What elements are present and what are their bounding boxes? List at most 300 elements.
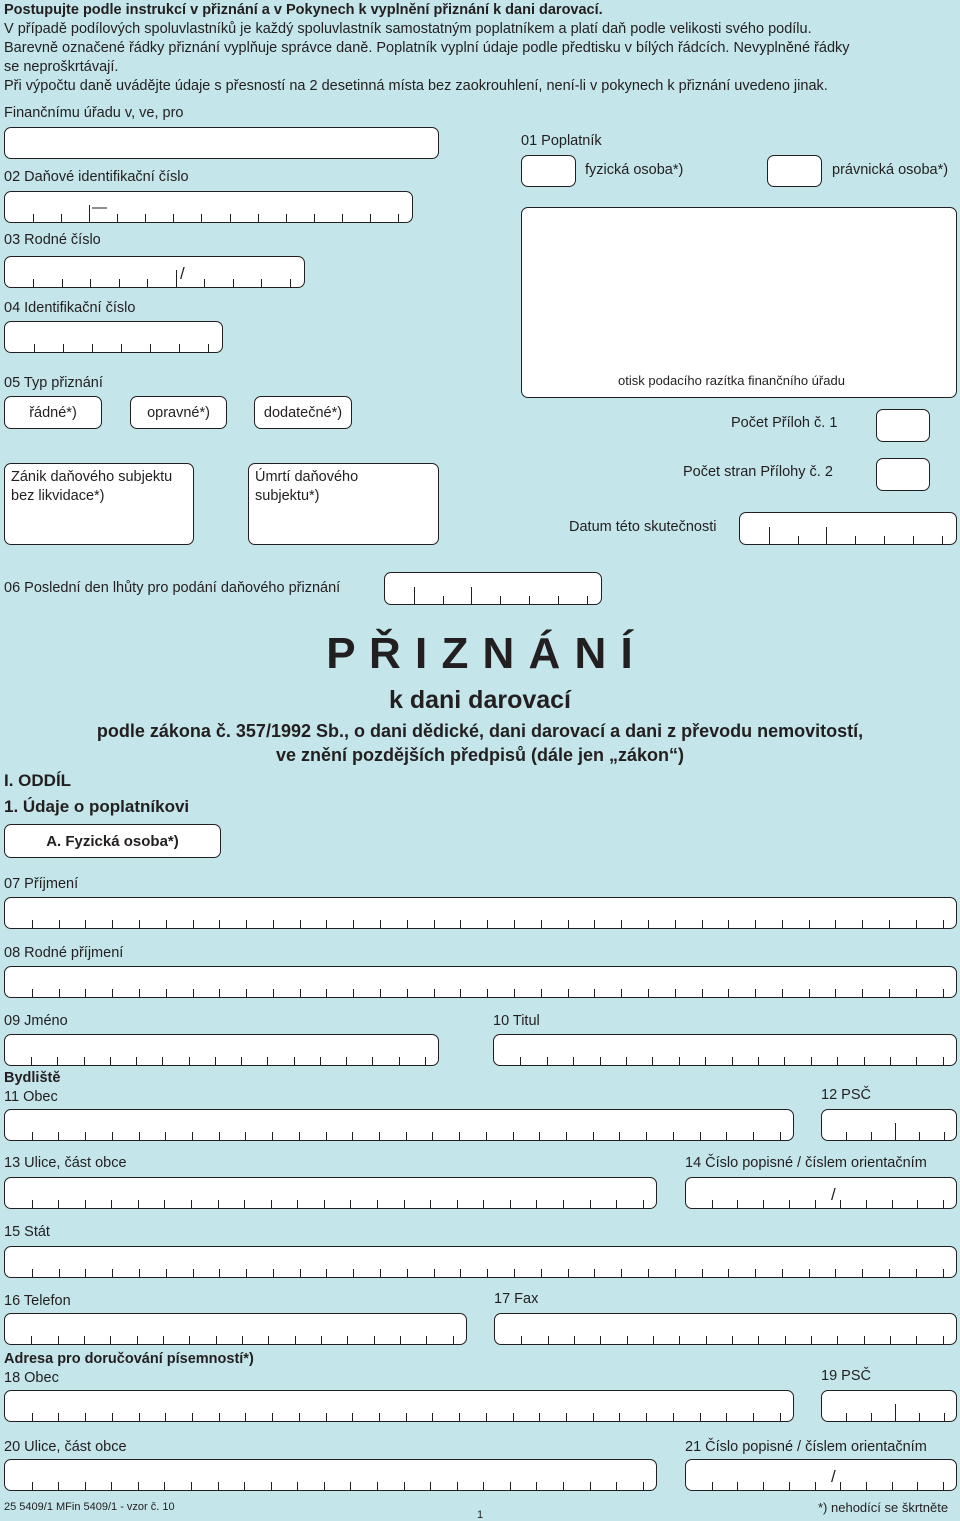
cell-divider	[487, 920, 488, 928]
birth-surname-field[interactable]	[4, 966, 957, 998]
cell-divider	[380, 1269, 381, 1277]
cell-divider	[486, 1413, 487, 1421]
cell-divider	[59, 1269, 60, 1277]
cell-divider	[326, 1413, 327, 1421]
cell-divider	[621, 920, 622, 928]
supplementary-filing-option[interactable]	[254, 396, 352, 429]
attachments-1-label: Počet Příloh č. 1	[731, 415, 838, 431]
cell-divider	[487, 1269, 488, 1277]
cell-divider	[138, 1482, 139, 1490]
cell-divider	[855, 536, 856, 544]
cell-divider	[244, 1482, 245, 1490]
cell-divider	[233, 279, 234, 287]
cell-divider	[191, 1200, 192, 1208]
dissolution-box[interactable]	[4, 463, 194, 545]
country-field[interactable]	[4, 1246, 957, 1278]
cell-divider	[434, 920, 435, 928]
cell-divider	[85, 989, 86, 997]
cell-divider	[112, 1132, 113, 1140]
cell-divider	[835, 989, 836, 997]
dissolution-line-2: bez likvidace*)	[11, 488, 105, 504]
cell-divider	[706, 1336, 707, 1344]
cell-divider	[916, 1269, 917, 1277]
cell-divider	[889, 1269, 890, 1277]
cell-divider	[320, 1057, 321, 1065]
cell-divider	[916, 920, 917, 928]
taxpayer-data-heading: 1. Údaje o poplatníkovi	[4, 797, 190, 816]
cell-divider	[246, 989, 247, 997]
cell-divider	[406, 1413, 407, 1421]
cell-divider	[459, 1413, 460, 1421]
cell-divider	[407, 920, 408, 928]
street-field[interactable]	[4, 1177, 657, 1209]
cell-divider	[193, 920, 194, 928]
birth-number-label: 03 Rodné číslo	[4, 232, 101, 248]
cell-divider	[514, 920, 515, 928]
cell-divider	[346, 1057, 347, 1065]
event-date-label: Datum této skutečnosti	[569, 519, 717, 535]
cell-divider	[944, 1413, 945, 1421]
form-code: 25 5409/1 MFin 5409/1 - vzor č. 10	[4, 1501, 175, 1513]
cell-divider	[166, 989, 167, 997]
instruction-line-5: Při výpočtu daně uvádějte údaje s přesností na 2 desetinná místa bez zaokrouhlení, není-li v pokynech k přiznání uvedeno jinak.	[4, 78, 828, 94]
cell-divider	[737, 1482, 738, 1490]
cell-divider	[547, 1057, 548, 1065]
cell-divider	[399, 1057, 400, 1065]
cell-divider	[913, 536, 914, 544]
cell-divider	[652, 1057, 653, 1065]
country-label: 15 Stát	[4, 1224, 50, 1240]
cell-divider	[297, 1482, 298, 1490]
residence-heading: Bydliště	[4, 1070, 61, 1086]
cell-divider	[219, 989, 220, 997]
cell-divider	[566, 1413, 567, 1421]
cell-divider	[514, 989, 515, 997]
cell-divider	[272, 1132, 273, 1140]
corrective-filing-option[interactable]	[130, 396, 227, 429]
dic-dash: —	[92, 199, 107, 216]
cell-divider	[536, 1482, 537, 1490]
cell-divider	[33, 214, 34, 222]
municipality-label: 11 Obec	[4, 1089, 58, 1105]
cell-divider	[192, 1132, 193, 1140]
attachments-2-label: Počet stran Přílohy č. 2	[683, 464, 833, 480]
deadline-label: 06 Poslední den lhůty pro podání daňového přiznání	[4, 580, 341, 596]
cell-divider	[457, 1482, 458, 1490]
cell-divider	[943, 1269, 944, 1277]
cell-divider	[916, 1336, 917, 1344]
cell-divider	[145, 214, 146, 222]
cell-divider	[84, 1057, 85, 1065]
cell-divider	[558, 596, 559, 604]
cell-divider	[679, 1336, 680, 1344]
cell-divider	[782, 920, 783, 928]
cell-divider	[112, 989, 113, 997]
dic-label: 02 Daňové identifikační číslo	[4, 169, 189, 185]
regular-filing-label: řádné*)	[29, 404, 77, 421]
cell-divider	[218, 1200, 219, 1208]
cell-divider	[179, 344, 180, 352]
cell-divider	[166, 1269, 167, 1277]
cell-divider	[85, 1413, 86, 1421]
cell-divider	[840, 1200, 841, 1208]
cell-divider	[798, 536, 799, 544]
death-line-1: Úmrtí daňového	[255, 469, 359, 485]
cell-divider	[755, 1269, 756, 1277]
first-name-label: 09 Jméno	[4, 1013, 68, 1029]
cell-divider	[271, 1200, 272, 1208]
cell-divider	[58, 1413, 59, 1421]
cell-divider	[782, 989, 783, 997]
cell-divider	[245, 1132, 246, 1140]
cell-divider	[809, 1269, 810, 1277]
cell-divider	[89, 205, 90, 222]
birth-number-slash: /	[180, 264, 185, 283]
delivery-municipality-field[interactable]	[4, 1390, 794, 1422]
cell-divider	[342, 214, 343, 222]
cell-divider	[884, 536, 885, 544]
cell-divider	[753, 1132, 754, 1140]
cell-divider	[702, 989, 703, 997]
cell-divider	[137, 1336, 138, 1344]
cell-divider	[404, 1200, 405, 1208]
surname-label: 07 Příjmení	[4, 876, 79, 892]
cell-divider	[326, 1132, 327, 1140]
cell-divider	[889, 920, 890, 928]
cell-divider	[33, 279, 34, 287]
cell-divider	[31, 1336, 32, 1344]
cell-divider	[353, 1269, 354, 1277]
cell-divider	[347, 1336, 348, 1344]
cell-divider	[407, 989, 408, 997]
cell-divider	[700, 1413, 701, 1421]
cell-divider	[573, 1057, 574, 1065]
surname-field[interactable]	[4, 897, 957, 929]
cell-divider	[943, 1482, 944, 1490]
cell-divider	[541, 989, 542, 997]
cell-divider	[61, 214, 62, 222]
cell-divider	[32, 1413, 33, 1421]
cell-divider	[705, 1057, 706, 1065]
cell-divider	[166, 920, 167, 928]
death-box[interactable]	[248, 463, 439, 545]
cell-divider	[189, 1336, 190, 1344]
office-stamp-box	[521, 207, 957, 398]
section-title: I. ODDÍL	[4, 771, 72, 790]
instruction-line-1: Postupujte podle instrukcí v přiznání a v Pokynech k vyplnění přiznání k dani darovací.	[4, 2, 603, 18]
cell-divider	[425, 1057, 426, 1065]
cell-divider	[165, 1132, 166, 1140]
cell-divider	[119, 279, 120, 287]
cell-divider	[85, 1132, 86, 1140]
cell-divider	[326, 1269, 327, 1277]
attachments-2-field[interactable]	[876, 458, 930, 491]
cell-divider	[432, 1413, 433, 1421]
cell-divider	[510, 1200, 511, 1208]
cell-divider	[85, 1482, 86, 1490]
cell-divider	[430, 1482, 431, 1490]
title-field-label: 10 Titul	[493, 1013, 540, 1029]
cell-divider	[370, 214, 371, 222]
cell-divider	[208, 344, 209, 352]
cell-divider	[460, 920, 461, 928]
cell-divider	[510, 1482, 511, 1490]
cell-divider	[201, 214, 202, 222]
postal-code-label: 12 PSČ	[821, 1087, 871, 1103]
cell-divider	[245, 1413, 246, 1421]
cell-divider	[111, 1482, 112, 1490]
cell-divider	[204, 279, 205, 287]
delivery-municipality-label: 18 Obec	[4, 1370, 59, 1386]
birth-surname-label: 08 Rodné příjmení	[4, 945, 124, 961]
cell-divider	[712, 1200, 713, 1208]
cell-divider	[110, 1057, 111, 1065]
cell-divider	[784, 1057, 785, 1065]
cell-divider	[864, 1057, 865, 1065]
cell-divider	[32, 989, 33, 997]
cell-divider	[84, 1336, 85, 1344]
cell-divider	[568, 989, 569, 997]
cell-divider	[272, 1413, 273, 1421]
cell-divider	[353, 989, 354, 997]
cell-divider	[111, 1200, 112, 1208]
cell-divider	[32, 1132, 33, 1140]
cell-divider	[58, 1482, 59, 1490]
cell-divider	[193, 989, 194, 997]
cell-divider	[85, 1200, 86, 1208]
cell-divider	[541, 920, 542, 928]
cell-divider	[514, 1269, 515, 1277]
cell-divider	[594, 920, 595, 928]
cell-divider	[85, 1269, 86, 1277]
house-number-field[interactable]	[685, 1177, 957, 1209]
cell-divider	[443, 596, 444, 604]
cell-divider	[191, 1482, 192, 1490]
cell-divider	[321, 1336, 322, 1344]
municipality-field[interactable]	[4, 1109, 794, 1141]
event-date-field[interactable]	[739, 512, 957, 545]
cell-divider	[297, 1200, 298, 1208]
cell-divider	[728, 989, 729, 997]
delivery-house-number-field[interactable]	[685, 1459, 957, 1491]
cell-divider	[892, 1482, 893, 1490]
cell-divider	[726, 1413, 727, 1421]
cell-divider	[675, 1269, 676, 1277]
dic-field[interactable]	[4, 191, 413, 223]
cell-divider	[916, 1057, 917, 1065]
cell-divider	[299, 1413, 300, 1421]
cell-divider	[864, 1336, 865, 1344]
cell-divider	[219, 1413, 220, 1421]
natural-person-checkbox[interactable]	[521, 155, 576, 187]
cell-divider	[352, 1413, 353, 1421]
cell-divider	[406, 1132, 407, 1140]
cell-divider	[139, 1132, 140, 1140]
cell-divider	[811, 1057, 812, 1065]
cell-divider	[139, 989, 140, 997]
cell-divider	[92, 344, 93, 352]
fax-label: 17 Fax	[494, 1291, 539, 1307]
cell-divider	[432, 1132, 433, 1140]
cell-divider	[58, 1200, 59, 1208]
legal-person-checkbox[interactable]	[767, 155, 822, 187]
cell-divider	[871, 1132, 872, 1140]
cell-divider	[324, 1482, 325, 1490]
cell-divider	[112, 920, 113, 928]
cell-divider	[619, 1132, 620, 1140]
office-label: Finančnímu úřadu v, ve, pro	[4, 105, 184, 121]
cell-divider	[483, 1200, 484, 1208]
taxpayer-label: 01 Poplatník	[521, 133, 602, 149]
cell-divider	[139, 1269, 140, 1277]
cell-divider	[536, 1200, 537, 1208]
cell-divider	[895, 1404, 896, 1421]
cell-divider	[862, 920, 863, 928]
cell-divider	[379, 1132, 380, 1140]
cell-divider	[32, 1200, 33, 1208]
cell-divider	[646, 1413, 647, 1421]
cell-divider	[568, 920, 569, 928]
natural-person-label: fyzická osoba*)	[585, 162, 684, 178]
cell-divider	[273, 920, 274, 928]
cell-divider	[548, 1336, 549, 1344]
delivery-street-field[interactable]	[4, 1459, 657, 1491]
delivery-address-heading: Adresa pro doručování písemností*)	[4, 1351, 254, 1367]
cell-divider	[434, 989, 435, 997]
phone-label: 16 Telefon	[4, 1293, 71, 1309]
cell-divider	[294, 1057, 295, 1065]
cell-divider	[942, 536, 943, 544]
cell-divider	[785, 1336, 786, 1344]
cell-divider	[815, 1200, 816, 1208]
cell-divider	[300, 989, 301, 997]
cell-divider	[763, 1200, 764, 1208]
cell-divider	[230, 214, 231, 222]
cell-divider	[219, 1269, 220, 1277]
cell-divider	[648, 989, 649, 997]
house-number-label: 14 Číslo popisné / číslem orientačním	[685, 1155, 927, 1171]
cell-divider	[486, 1132, 487, 1140]
cell-divider	[398, 214, 399, 222]
cell-divider	[377, 1200, 378, 1208]
cell-divider	[755, 989, 756, 997]
regular-filing-option[interactable]	[4, 396, 102, 429]
cell-divider	[162, 1057, 163, 1065]
cell-divider	[590, 1200, 591, 1208]
cell-divider	[943, 1057, 944, 1065]
cell-divider	[299, 1132, 300, 1140]
instruction-line-2: V případě podílových spoluvlastníků je každý spoluvlastník samostatným poplatníkem a platí daň podle velikosti svého podílu.	[4, 21, 812, 37]
footnote: *) nehodící se škrtněte	[818, 1500, 949, 1515]
cell-divider	[521, 1336, 522, 1344]
cell-divider	[58, 1336, 59, 1344]
ico-label: 04 Identifikační číslo	[4, 300, 136, 316]
cell-divider	[457, 1200, 458, 1208]
filing-type-label: 05 Typ přiznání	[4, 375, 103, 391]
cell-divider	[176, 270, 177, 287]
delivery-house-number-slash: /	[831, 1467, 836, 1486]
cell-divider	[326, 920, 327, 928]
cell-divider	[286, 214, 287, 222]
cell-divider	[90, 279, 91, 287]
title-field[interactable]	[493, 1034, 957, 1066]
natural-person-section-label: A. Fyzická osoba*)	[46, 832, 179, 850]
cell-divider	[350, 1482, 351, 1490]
cell-divider	[326, 989, 327, 997]
cell-divider	[789, 1482, 790, 1490]
cell-divider	[643, 1482, 644, 1490]
cell-divider	[758, 1336, 759, 1344]
cell-divider	[916, 989, 917, 997]
cell-divider	[679, 1057, 680, 1065]
cell-divider	[59, 920, 60, 928]
cell-divider	[619, 1413, 620, 1421]
cell-divider	[890, 1057, 891, 1065]
cell-divider	[300, 1269, 301, 1277]
cell-divider	[943, 1200, 944, 1208]
cell-divider	[673, 1132, 674, 1140]
cell-divider	[189, 1057, 190, 1065]
cell-divider	[380, 989, 381, 997]
birth-number-field[interactable]	[4, 256, 305, 288]
postal-code-field[interactable]	[821, 1109, 957, 1141]
cell-divider	[627, 1336, 628, 1344]
phone-field[interactable]	[4, 1313, 467, 1345]
cell-divider	[273, 1269, 274, 1277]
cell-divider	[261, 279, 262, 287]
cell-divider	[150, 344, 151, 352]
ico-field[interactable]	[4, 321, 223, 353]
cell-divider	[244, 1200, 245, 1208]
cell-divider	[782, 1269, 783, 1277]
cell-divider	[594, 1269, 595, 1277]
cell-divider	[753, 1413, 754, 1421]
first-name-field[interactable]	[4, 1034, 439, 1066]
cell-divider	[568, 1269, 569, 1277]
cell-divider	[837, 1057, 838, 1065]
cell-divider	[219, 920, 220, 928]
cell-divider	[242, 1336, 243, 1344]
cell-divider	[112, 1269, 113, 1277]
cell-divider	[616, 1200, 617, 1208]
deadline-field[interactable]	[384, 572, 602, 605]
cell-divider	[648, 1269, 649, 1277]
office-field[interactable]	[4, 127, 439, 159]
cell-divider	[702, 1269, 703, 1277]
cell-divider	[487, 989, 488, 997]
fax-field[interactable]	[494, 1313, 957, 1345]
cell-divider	[590, 1482, 591, 1490]
cell-divider	[290, 279, 291, 287]
delivery-postal-code-field[interactable]	[821, 1390, 957, 1422]
cell-divider	[32, 1482, 33, 1490]
cell-divider	[110, 1336, 111, 1344]
cell-divider	[593, 1413, 594, 1421]
cell-divider	[846, 1413, 847, 1421]
cell-divider	[780, 1413, 781, 1421]
cell-divider	[862, 1269, 863, 1277]
cell-divider	[809, 920, 810, 928]
cell-divider	[62, 279, 63, 287]
cell-divider	[513, 1413, 514, 1421]
cell-divider	[917, 1482, 918, 1490]
cell-divider	[895, 1123, 896, 1140]
cell-divider	[539, 1132, 540, 1140]
attachments-1-field[interactable]	[876, 409, 930, 442]
cell-divider	[943, 920, 944, 928]
cell-divider	[400, 1336, 401, 1344]
cell-divider	[138, 1200, 139, 1208]
